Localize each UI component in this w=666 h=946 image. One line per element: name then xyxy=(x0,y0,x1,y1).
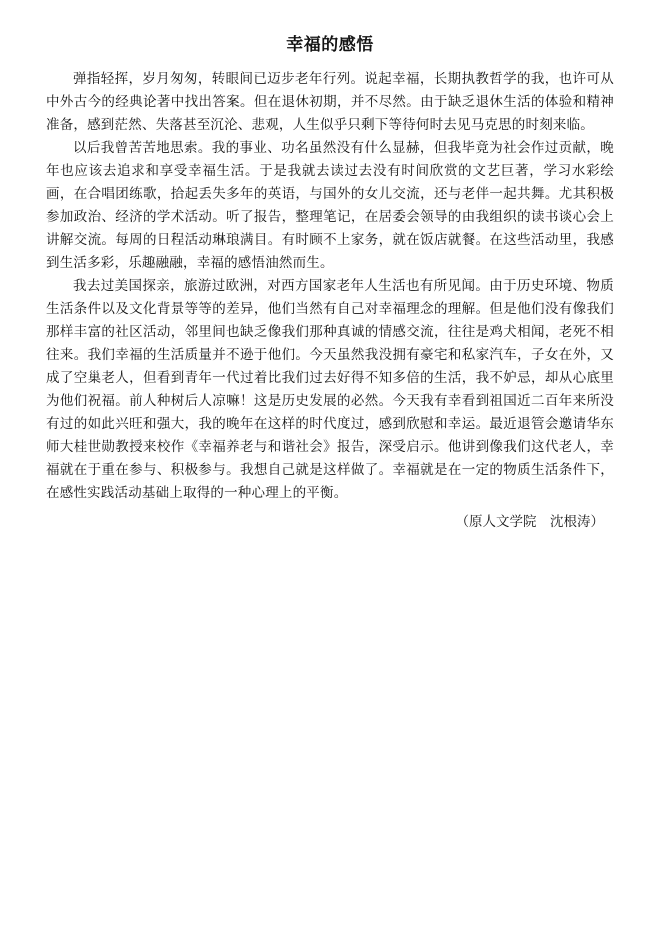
author-signature: （原人文学院 沈根涛） xyxy=(455,514,604,530)
article-paragraph: 我去过美国探亲，旅游过欧洲，对西方国家老年人生活也有所见闻。由于历史环境、物质生活条件以及文化背景等等的差异，他们当然有自己对幸福理念的理解。但是他们没有像我们那样丰富的社区活动，邻里间也缺乏像我们那种真诚的情感交流，往往是鸡犬相闻，老死不相往来。我们幸福的生活质量并不逊于他们。今天虽然我没拥有豪宅和私家汽车，子女在外，又成了空巢老人，但看到青年一代过着比我们过去好得不知多倍的生活，我不妒忌，却从心底里为他们祝福。前人种树后人凉嘛！这是历史发展的必然。今天我有幸看到祖国近二百年来所没有过的如此兴旺和强大，我的晚年在这样的时代度过，感到欣慰和幸运。最近退管会邀请华东师大桂世勋教授来校作《幸福养老与和谐社会》报告，深受启示。他讲到像我们这代老人，幸福就在于重在参与、积极参与。我想自己就是这样做了。幸福就是在一定的物质生活条件下，在感性实践活动基础上取得的一种心理上的平衡。 xyxy=(46,278,614,501)
article xyxy=(46,34,614,534)
article-paragraph: 弹指轻挥，岁月匆匆，转眼间已迈步老年行列。说起幸福，长期执教哲学的我，也许可从中外古今的经典论著中找出答案。但在退休初期，并不尽然。由于缺乏退休生活的体验和精神准备，感到茫然、失落甚至沉沦、悲观，人生似乎只剩下等待何时去见马克思的时刻来临。 xyxy=(46,71,614,133)
article-paragraph: 以后我曾苦苦地思索。我的事业、功名虽然没有什么显赫，但我毕竟为社会作过贡献，晚年也应该去追求和享受幸福生活。于是我就去读过去没有时间欣赏的文艺巨著，学习水彩绘画，在合唱团练歌，拾起丢失多年的英语，与国外的女儿交流，还与老伴一起共舞。尤其积极参加政治、经济的学术活动。听了报告，整理笔记，在居委会领导的由我组织的读书谈心会上讲解交流。每周的日程活动琳琅满目。有时顾不上家务，就在饭店就餐。在这些活动里，我感到生活多彩，乐趣融融，幸福的感悟油然而生。 xyxy=(46,140,614,271)
article-title: 幸福的感悟 xyxy=(286,35,374,55)
